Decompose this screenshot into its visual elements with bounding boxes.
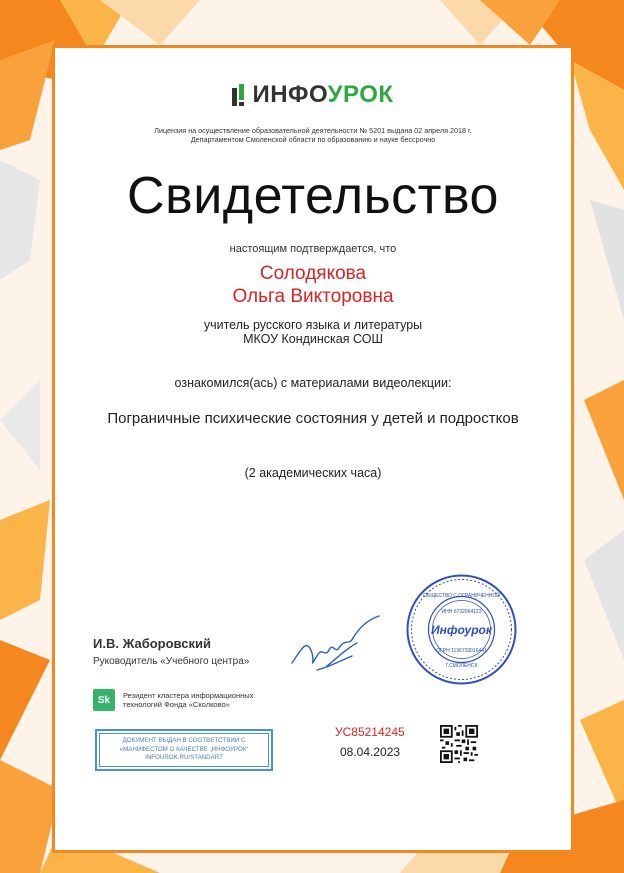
license-line-2: Департаментом Смоленской области по образованию и науке бессрочно <box>190 135 436 144</box>
handwritten-signature <box>287 608 387 678</box>
svg-text:Г.СМОЛЕНСК: Г.СМОЛЕНСК <box>445 663 478 669</box>
logo-text-urok: УРОК <box>327 81 394 108</box>
position-line-1: учитель русского языка и литературы <box>203 318 423 332</box>
familiar-text: ознакомился(ась) с материалами видеолекции: <box>174 376 452 390</box>
signer-name: И.В. Жаборовский <box>93 636 211 651</box>
recipient-position <box>55 318 571 346</box>
logo-text-info: ИНФО <box>252 81 328 108</box>
svg-text:ИНН 6732064123: ИНН 6732064123 <box>441 609 482 615</box>
certificate-date: 08.04.2023 <box>340 745 401 759</box>
skolkovo-line-1: Резидент кластера информационных <box>123 690 254 700</box>
skolkovo-text <box>123 691 273 710</box>
license-line-1: Лицензия на осуществление образовательной деятельности № 5201 выдана 02 апреля 2018 г. <box>154 126 472 135</box>
skolkovo-line-2: технологий Фонда «Сколково» <box>123 700 230 709</box>
position-line-2: МКОУ Кондинская СОШ <box>243 332 383 346</box>
recipient-given-name: Ольга Викторовна <box>232 286 394 307</box>
logo-mark-icon <box>232 84 248 106</box>
quality-manifest-box <box>95 729 273 771</box>
manifest-line-2: «МАНИФЕСТОМ О КАЧЕСТВЕ „ИНФОУРОК“ <box>119 745 249 753</box>
recipient-name <box>55 262 571 308</box>
company-stamp <box>405 573 518 686</box>
recipient-surname: Солодякова <box>259 263 367 284</box>
course-title: Пограничные психические состояния у детей и подростков <box>107 410 519 427</box>
confirm-text: настоящим подтверждается, что <box>229 243 397 255</box>
certificate-panel <box>52 45 574 853</box>
skolkovo-resident-badge <box>93 689 273 711</box>
svg-text:ОГРН 1136733016441: ОГРН 1136733016441 <box>436 648 487 654</box>
course-hours: (2 академических часа) <box>244 466 382 480</box>
signer-role: Руководитель «Учебного центра» <box>93 656 250 667</box>
svg-text:Инфоурок: Инфоурок <box>431 623 492 637</box>
quality-manifest-inner <box>99 733 269 767</box>
manifest-line-3: INFOUROK.RU/STANDART <box>145 754 223 761</box>
manifest-line-1: ДОКУМЕНТ ВЫДАН В СООТВЕТСТВИИ С <box>122 737 246 744</box>
skolkovo-logo-icon: Sk <box>93 689 115 711</box>
infourok-logo <box>55 81 571 111</box>
document-title: Свидетельство <box>127 167 499 225</box>
svg-text:ОБЩЕСТВО С ОГРАНИЧЕННОЙ: ОБЩЕСТВО С ОГРАНИЧЕННОЙ <box>423 593 500 599</box>
license-info <box>75 126 551 144</box>
certificate-id: УС85214245 <box>335 725 405 739</box>
qr-code-icon <box>440 725 478 763</box>
